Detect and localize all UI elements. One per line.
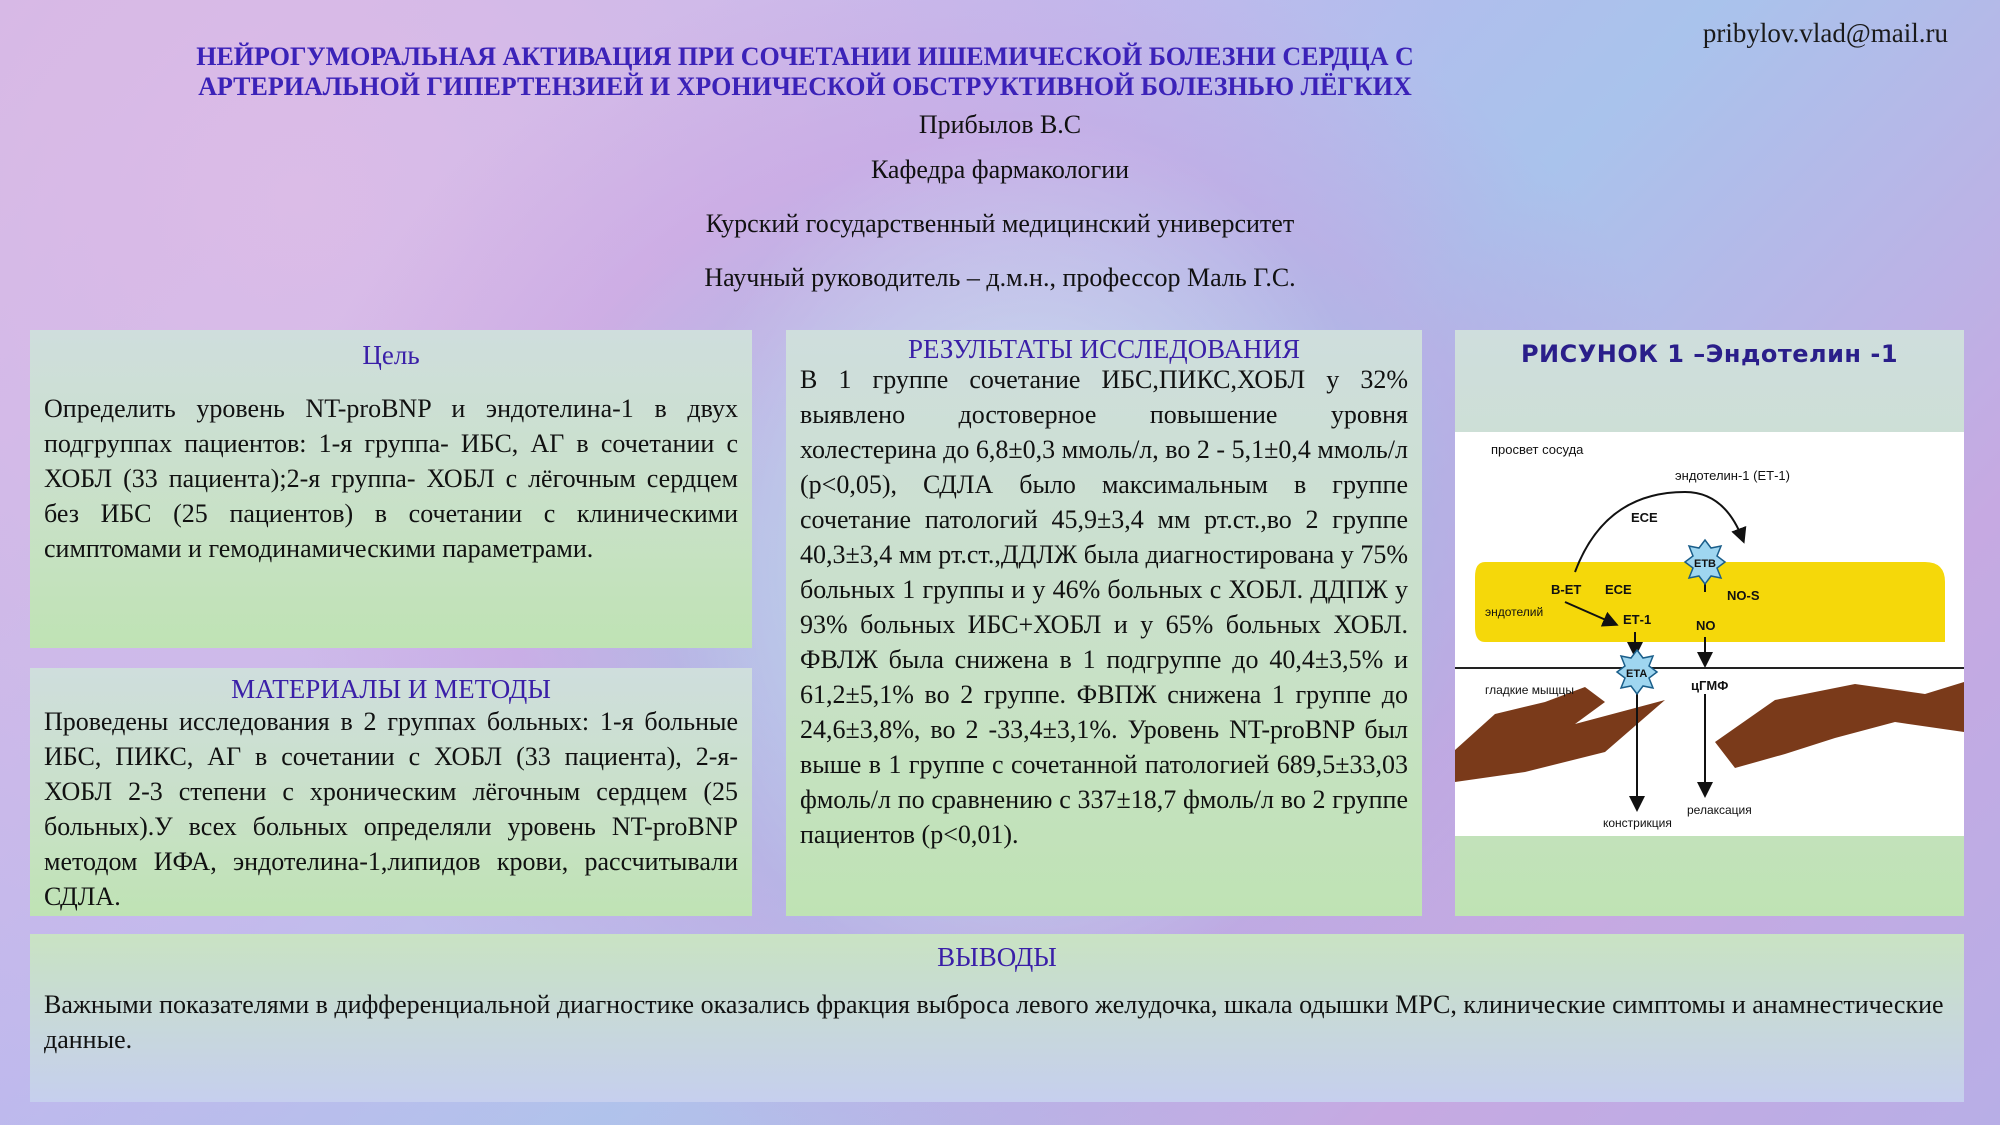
title-line-2: АРТЕРИАЛЬНОЙ ГИПЕРТЕНЗИЕЙ И ХРОНИЧЕСКОЙ ОБСТРУКТИВНОЙ БОЛЕЗНЬЮ ЛЁГКИХ: [198, 72, 1412, 101]
label-et1-short: ЕТ-1: [1623, 612, 1652, 627]
label-bet: В-ЕТ: [1551, 582, 1582, 597]
results-text: В 1 группе сочетание ИБС,ПИКС,ХОБЛ у 32% выявлено достоверное повышение уровня холестерина до 6,8±0,3 ммоль/л, во 2 - 5,1±0,4 ммоль/л (р<0,05), СДЛА было максимальным в группе сочетание патологий 45,9±3,4 мм рт.ст.,во 2 группе 40,3±3,4 мм рт.ст.,ДДЛЖ была диагностирована у 75% больных 1 группы и у 46% больных с ХОБЛ. ДДПЖ у 93% больных ИБС+ХОБЛ и у 65% больных ХОБЛ. ФВЛЖ была снижена в 1 подгруппе до 40,4±3,5% и 61,2±5,1% во 2 группе. ФВПЖ снижена 1 группе до 24,6±3,8%, во 2 -33,4±3,1%. Уровень NT-proBNP был выше в 1 группе с сочетанной патологией 689,5±33,03 фмоль/л по сравнению с 337±18,7 фмоль/л во 2 группе пациентов (р<0,01).: [800, 365, 1408, 849]
poster-title: [160, 42, 1450, 102]
label-et1: эндотелин-1 (ЕТ-1): [1675, 468, 1790, 483]
label-ece-mid: ЕСЕ: [1605, 582, 1632, 597]
department: Кафедра фармакологии: [870, 155, 1130, 184]
figure-panel: [1455, 330, 1964, 916]
conclusions-title: ВЫВОДЫ: [937, 942, 1057, 972]
goal-text: Определить уровень NT-proBNP и эндотелина-1 в двух подгруппах пациентов: 1-я группа- ИБС, АГ в сочетании с ХОБЛ (33 пациента);2-я группа- ХОБЛ с лёгочным сердцем без ИБС (25 пациентов) в сочетании с клиническими симптомами и гемодинамическими параметрами.: [44, 394, 738, 563]
label-lumen: просвет сосуда: [1491, 442, 1584, 457]
goal-panel: [30, 330, 752, 648]
methods-title: МАТЕРИАЛЫ И МЕТОДЫ: [231, 674, 551, 704]
supervisor: Научный руководитель – д.м.н., профессор Маль Г.С.: [704, 263, 1296, 292]
university: Курский государственный медицинский университет: [705, 209, 1295, 238]
figure-title: РИСУНОК 1 –Эндотелин -1: [1520, 340, 1899, 368]
label-no: NO: [1696, 618, 1716, 633]
label-cgmp: цГМФ: [1691, 678, 1729, 693]
label-eta: ЕТА: [1626, 668, 1648, 680]
label-ece-top: ЕСЕ: [1631, 510, 1658, 525]
label-endothelium: эндотелий: [1485, 605, 1544, 619]
methods-text: Проведены исследования в 2 группах больных: 1-я больные ИБС, ПИКС, АГ в сочетании с ХОБЛ (33 пациента), 2-я-ХОБЛ 2-3 степени с хроническим лёгочным сердцем (25 больных).У всех больных определяли уровень NT-proBNP методом ИФА, эндотелина-1,липидов крови, рассчитывали СДЛА.: [44, 707, 738, 911]
results-panel: [786, 330, 1422, 916]
goal-title: Цель: [362, 340, 420, 370]
label-etb: ЕТВ: [1694, 558, 1716, 570]
conclusions-panel: [30, 934, 1964, 1102]
conclusions-text: Важными показателями в дифференциальной диагностике оказались фракция выброса левого желудочка, шкала одышки МРС, клинические симптомы и анамнестические данные.: [44, 990, 1944, 1054]
methods-panel: [30, 668, 752, 916]
label-nos: NO-S: [1727, 588, 1760, 603]
title-line-1: НЕЙРОГУМОРАЛЬНАЯ АКТИВАЦИЯ ПРИ СОЧЕТАНИИ ИШЕМИЧЕСКОЙ БОЛЕЗНИ СЕРДЦА С: [196, 42, 1414, 71]
label-constriction: констрикция: [1603, 816, 1672, 830]
label-smooth-muscle: гладкие мыщцы: [1485, 683, 1574, 697]
results-title: РЕЗУЛЬТАТЫ ИССЛЕДОВАНИЯ: [908, 334, 1300, 364]
author-email: pribylov.vlad@mail.ru: [1702, 18, 1948, 48]
label-relaxation: релаксация: [1687, 803, 1752, 817]
endothelin-diagram: [1455, 432, 1964, 836]
author-name: Прибылов В.С: [918, 110, 1082, 139]
